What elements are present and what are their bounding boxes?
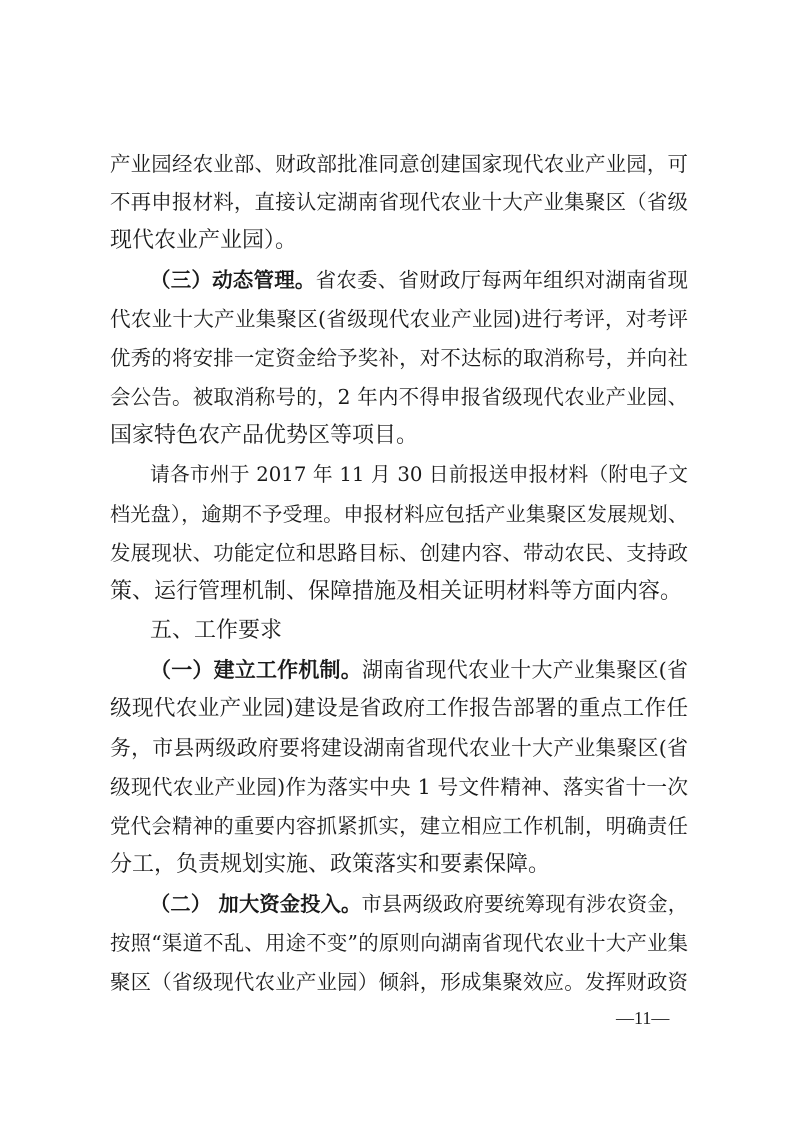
text-line: 优秀的将安排一定资金给予奖补，对不达标的取消称号，并向社 (110, 346, 688, 370)
section-heading: （一）建立工作机制。 (150, 657, 362, 682)
text-line: 按照“渠道不乱、用途不变”的原则向湖南省现代农业十大产业集 (110, 931, 688, 955)
text-line: 级现代农业产业园)作为落实中央 1 号文件精神、落实省十一次 (110, 775, 688, 799)
text-line: 档光盘），逾期不予受理。申报材料应包括产业集聚区发展规划、 (110, 502, 688, 526)
section-heading: （三）动态管理。 (150, 268, 316, 292)
text-line: 国家特色农产品优势区等项目。 (110, 423, 419, 448)
text-run: 省农委、省财政厅每两年组织对湖南省现 (315, 268, 688, 292)
section-title: 五、工作要求 (150, 618, 283, 643)
text-line (150, 266, 688, 294)
text-line: 产业园经农业部、财政部批准同意创建国家现代农业产业园，可 (110, 152, 688, 176)
text-line: 不再申报材料，直接认定湖南省现代农业十大产业集聚区（省级 (110, 190, 688, 214)
text-line: 请各市州于 2017 年 11 月 30 日前报送申报材料（附电子文 (150, 463, 688, 486)
section-heading: （二） 加大资金投入。 (150, 892, 362, 916)
text-line: 聚区（省级现代农业产业园）倾斜，形成集聚效应。发挥财政资 (110, 970, 688, 994)
text-line: 党代会精神的重要内容抓紧抓实，建立相应工作机制，明确责任 (110, 814, 688, 838)
text-line: 发展现状、功能定位和思路目标、创建内容、带动农民、支持政 (110, 541, 688, 565)
text-run: 市县两级政府要统筹现有涉农资金， (361, 892, 688, 916)
text-line: 分工，负责规划实施、政策落实和要素保障。 (110, 852, 551, 877)
text-line: 代农业十大产业集聚区(省级现代农业产业园)进行考评，对考评 (110, 307, 688, 331)
text-line (150, 890, 688, 918)
page-number: —11— (616, 1008, 670, 1028)
text-line: 会公告。被取消称号的，2 年内不得申报省级现代农业产业园、 (110, 385, 688, 409)
text-line: 级现代农业产业园)建设是省政府工作报告部署的重点工作任 (110, 696, 688, 721)
text-run: 湖南省现代农业十大产业集聚区(省 (361, 658, 689, 682)
text-line (150, 656, 688, 684)
text-line: 策、运行管理机制、保障措施及相关证明材料等方面内容。 (110, 579, 683, 604)
text-line: 现代农业产业园）。 (110, 228, 298, 253)
text-line: 务，市县两级政府要将建设湖南省现代农业十大产业集聚区(省 (110, 736, 688, 760)
